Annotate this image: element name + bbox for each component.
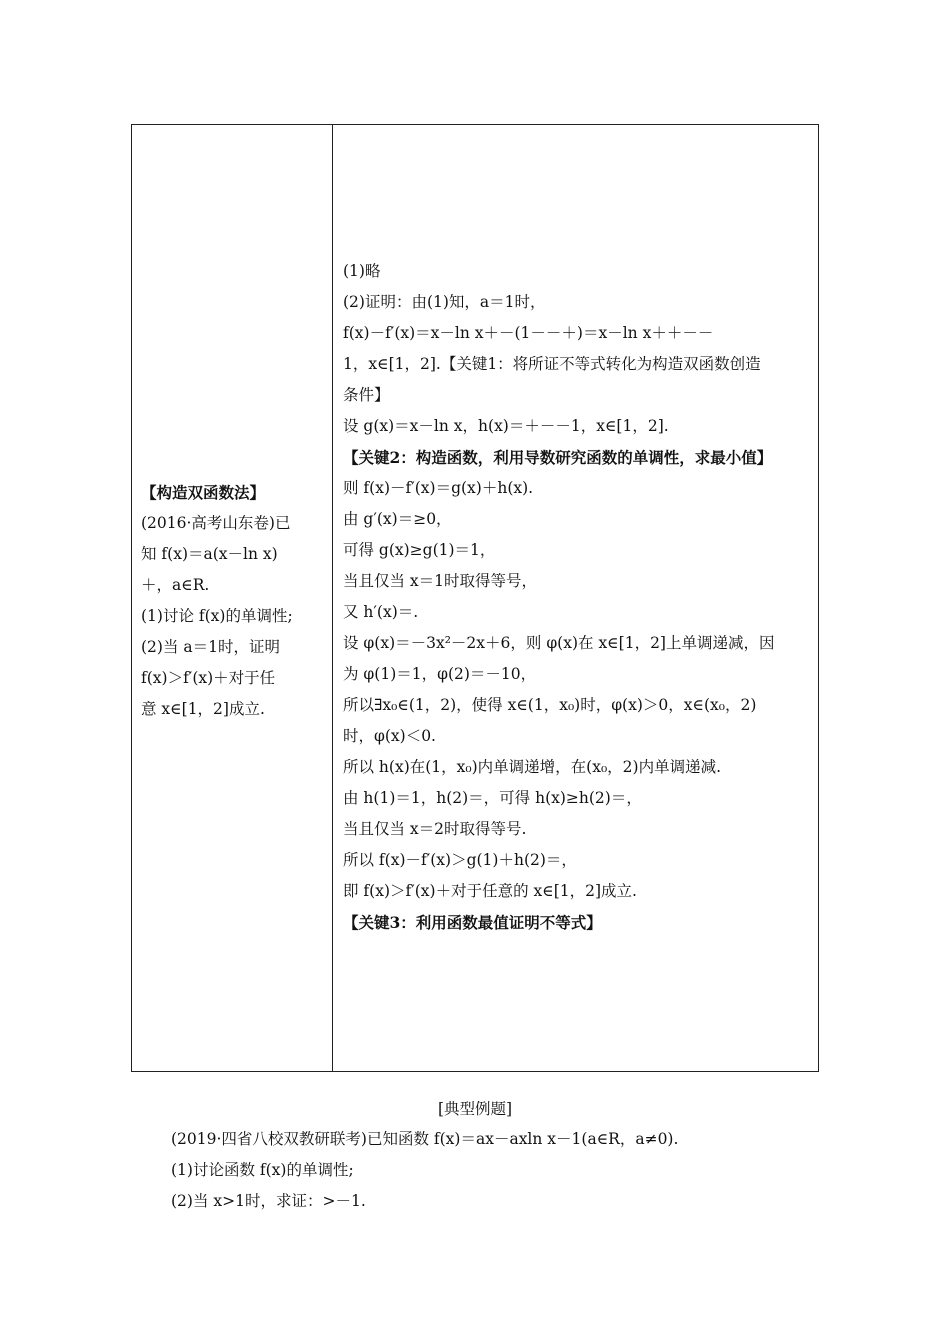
solution-cell (343, 256, 811, 938)
problem-line: (1)讨论 f(x)的单调性; (141, 607, 293, 625)
method-table (131, 124, 819, 1072)
solution-line: (1)略 (343, 262, 381, 280)
key-point-3: 【关键3：利用函数最值证明不等式】 (343, 913, 602, 932)
solution-line: 由 g′(x)＝≥0， (343, 510, 452, 528)
solution-line: 条件】 (343, 386, 390, 404)
example-heading: [典型例题] (437, 1100, 513, 1118)
example-line: (1)讨论函数 f(x)的单调性; (171, 1161, 354, 1179)
solution-line: f(x)－f′(x)＝x－ln x＋－(1－－＋)＝x－ln x＋＋－－ (343, 324, 714, 342)
solution-line: 又 h′(x)＝. (343, 603, 419, 621)
solution-line: 则 f(x)－f′(x)＝g(x)＋h(x). (343, 479, 534, 497)
example-line: (2019·四省八校双教研联考)已知函数 f(x)＝ax－axln x－1(a∈R，a≠0). (171, 1130, 679, 1148)
solution-line: 设 g(x)＝x－ln x，h(x)＝＋－－1，x∈[1，2]. (343, 417, 669, 435)
problem-line: 知 f(x)＝a(x－ln x) (141, 545, 278, 563)
problem-line: f(x)＞f′(x)＋对于任 (141, 669, 276, 687)
solution-line: 由 h(1)＝1，h(2)＝，可得 h(x)≥h(2)＝， (343, 789, 642, 807)
key-point-2: 【关键2：构造函数，利用导数研究函数的单调性，求最小值】 (343, 448, 773, 467)
example-problem (171, 1124, 871, 1217)
solution-line: (2)证明：由(1)知，a＝1时， (343, 293, 546, 311)
method-title: 【构造双函数法】 (141, 483, 266, 502)
column-divider (332, 125, 333, 1071)
solution-line: 所以 f(x)－f′(x)＞g(1)＋h(2)＝， (343, 851, 577, 869)
problem-line: 意 x∈[1，2]成立. (141, 700, 265, 718)
solution-line: 所以 h(x)在(1，x₀)内单调递增，在(x₀，2)内单调递减. (343, 758, 721, 776)
example-line: (2)当 x>1时，求证：>－1. (171, 1192, 366, 1210)
solution-line: 1，x∈[1，2].【关键1：将所证不等式转化为构造双函数创造 (343, 355, 761, 373)
problem-line: ＋，a∈R. (141, 576, 210, 594)
solution-line: 为 φ(1)＝1，φ(2)＝－10， (343, 665, 537, 683)
problem-line: (2016·高考山东卷)已 (141, 514, 291, 532)
solution-line: 所以∃x₀∈(1，2)，使得 x∈(1，x₀)时，φ(x)＞0，x∈(x₀，2) (343, 696, 757, 714)
solution-line: 当且仅当 x＝1时取得等号， (343, 572, 538, 590)
solution-line: 可得 g(x)≥g(1)＝1， (343, 541, 496, 559)
solution-line: 当且仅当 x＝2时取得等号. (343, 820, 527, 838)
problem-cell (141, 477, 323, 725)
solution-line: 时，φ(x)＜0. (343, 727, 436, 745)
solution-line: 即 f(x)＞f′(x)＋对于任意的 x∈[1，2]成立. (343, 882, 637, 900)
problem-line: (2)当 a＝1时，证明 (141, 638, 280, 656)
solution-line: 设 φ(x)＝－3x²－2x＋6，则 φ(x)在 x∈[1，2]上单调递减，因 (343, 634, 775, 652)
